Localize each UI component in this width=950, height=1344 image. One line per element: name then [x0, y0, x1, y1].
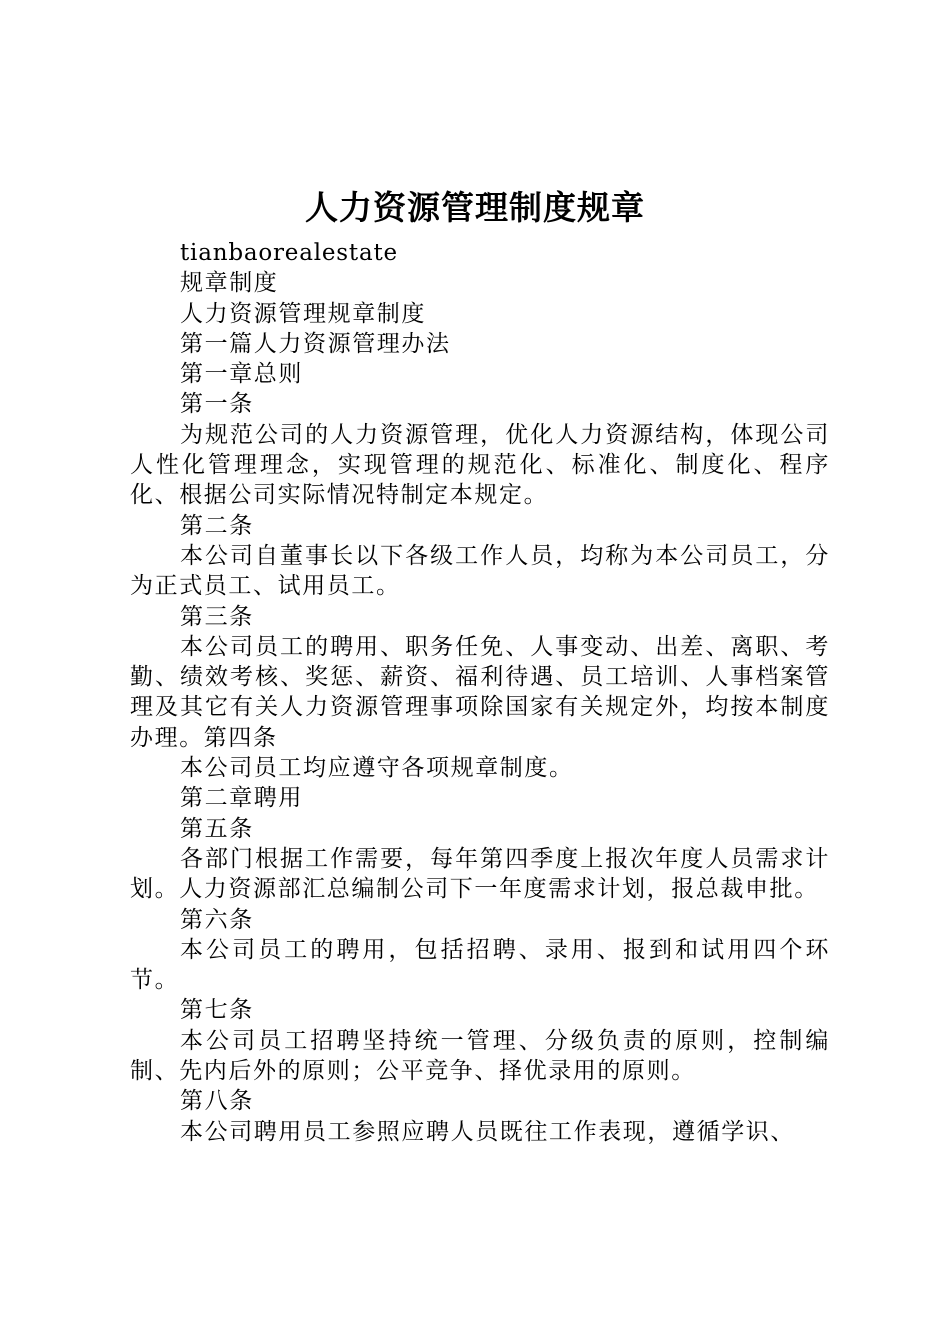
paragraph-chapter-heading: 第一章总则 — [180, 361, 303, 388]
paragraph-article-heading: 第三条 — [180, 603, 254, 630]
paragraph-company-name: tianbaorealestate — [180, 240, 398, 266]
paragraph-article-text: 本公司自董事长以下各级工作人员，均称为本公司员工，分为正式员工、试用员工。 — [130, 542, 830, 600]
paragraph-article-heading: 第七条 — [180, 997, 254, 1024]
paragraph-article-heading: 第一条 — [180, 391, 254, 418]
paragraph-article-heading: 第二条 — [180, 512, 254, 539]
paragraph-article-text: 本公司员工均应遵守各项规章制度。 — [180, 755, 574, 782]
paragraph-article-heading: 第六条 — [180, 906, 254, 933]
paragraph-article-text: 本公司员工招聘坚持统一管理、分级负责的原则，控制编制、先内后外的原则；公平竞争、择优录用的原则。 — [130, 1027, 830, 1085]
paragraph-chapter-heading: 第二章聘用 — [180, 785, 303, 812]
paragraph-heading: 人力资源管理规章制度 — [180, 300, 426, 327]
paragraph-heading: 规章制度 — [180, 270, 279, 297]
paragraph-article-heading: 第八条 — [180, 1088, 254, 1115]
document-body — [130, 238, 830, 1147]
paragraph-article-heading: 第五条 — [180, 815, 254, 842]
paragraph-article-text: 各部门根据工作需要，每年第四季度上报次年度人员需求计划。人力资源部汇总编制公司下一年度需求计划，报总裁申批。 — [130, 845, 830, 903]
paragraph-article-text: 本公司员工的聘用、职务任免、人事变动、出差、离职、考勤、绩效考核、奖惩、薪资、福利待遇、员工培训、人事档案管理及其它有关人力资源管理事项除国家有关规定外，均按本制度办理。第四条 — [130, 633, 830, 751]
paragraph-article-text: 本公司聘用员工参照应聘人员既往工作表现，遵循学识、 — [180, 1118, 795, 1145]
paragraph-part-heading: 第一篇人力资源管理办法 — [180, 330, 451, 357]
paragraph-article-text: 本公司员工的聘用，包括招聘、录用、报到和试用四个环节。 — [130, 936, 830, 994]
paragraph-article-text: 为规范公司的人力资源管理，优化人力资源结构，体现公司人性化管理理念，实现管理的规范化、标准化、制度化、程序化、根据公司实际情况特制定本规定。 — [130, 421, 830, 509]
document-title: 人力资源管理制度规章 — [305, 188, 645, 227]
